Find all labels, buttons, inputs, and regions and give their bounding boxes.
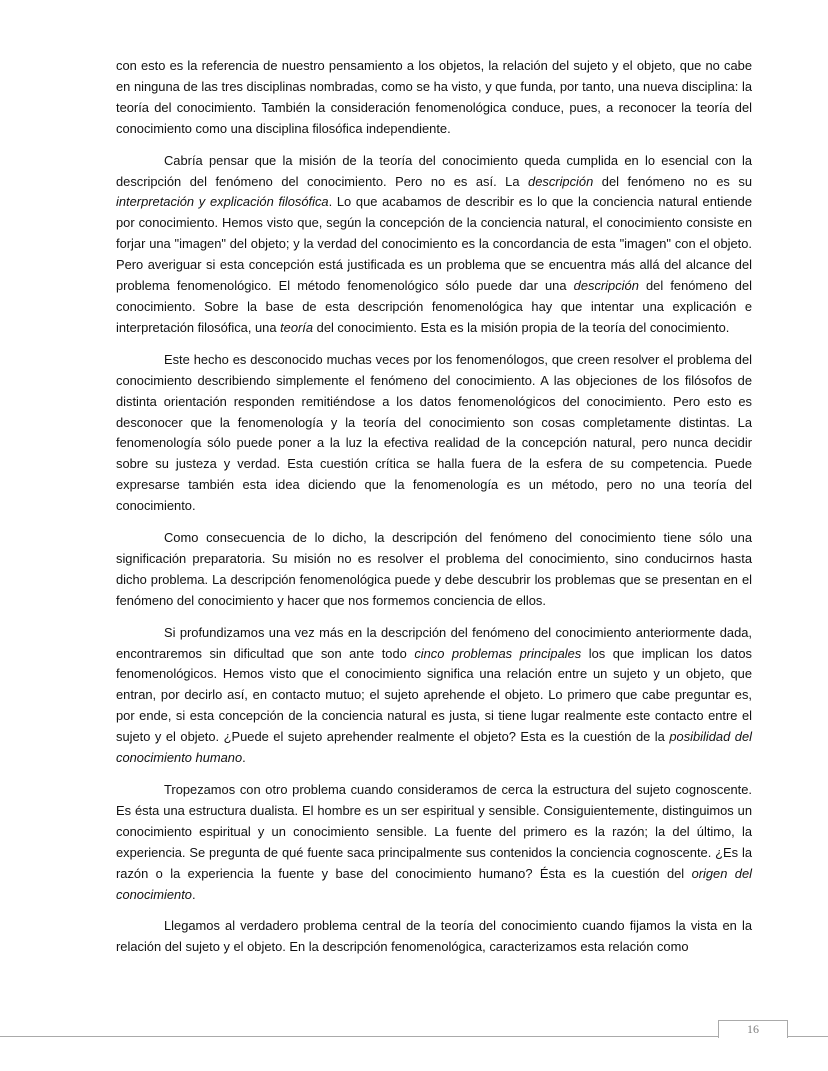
text-run: del fenómeno no es su xyxy=(593,173,752,189)
text-run: Este hecho es desconocido muchas veces por los fenomenólogos, que creen resolver el problema del conocimiento describiendo simplemente el fenómeno del conocimiento. A las objeciones de los filósofos de distinta orientación responden remitiéndose a los datos fenomenológicos del conocimiento. Pero esto es desconocer que la fenomenología y la teoría del conocimiento son cosas completamente distintas. La fenomenología sólo puede poner a la luz la efectiva realidad de la concepción natural, pero nunca decidir sobre su justeza y verdad. Esta cuestión crítica se halla fuera de la esfera de su competencia. Puede expresarse también esta idea diciendo que la fenomenología es un método, pero no una teoría del conocimiento. xyxy=(116,351,752,514)
page-number: 16 xyxy=(747,1022,759,1036)
italic-text: interpretación y explicación filosófica xyxy=(116,194,329,210)
text-run: Tropezamos con otro problema cuando consideramos de cerca la estructura del sujeto cognoscente. Es ésta una estructura dualista. El hombre es un ser espiritual y sensible. Consiguientemente, distinguimos un conocimiento espiritual y un conocimiento sensible. La fuente del primero es la razón; la del último, la experiencia. Se pregunta de qué fuente saca principalmente sus contenidos la conciencia cognoscente. ¿Es la razón o la experiencia la fuente y base del conocimiento humano? Ésta es la cuestión del xyxy=(116,782,752,881)
text-run: . Lo que acabamos de describir es lo que la conciencia natural entiende por conocimiento. Hemos visto que, según la concepción de la conciencia natural, el conocimiento consiste en forjar una "imagen" del objeto; y la verdad del conocimiento es la concordancia de esta "imagen" con el objeto. Pero averiguar si esta concepción está justificada es un problema que se encuentra más allá del alcance del problema fenomenológico. El método fenomenológico sólo puede dar una xyxy=(116,194,752,294)
text-run: con esto es la referencia de nuestro pensamiento a los objetos, la relación del sujeto y el objeto, que no cabe en ninguna de las tres disciplinas nombradas, como se ha visto, y que funda, por tanto, una nueva disciplina: la teoría del conocimiento. También la consideración fenomenológica conduce, pues, a reconocer la teoría del conocimiento como una disciplina filosófica independiente. xyxy=(116,58,752,136)
italic-text: descripción xyxy=(573,278,639,294)
italic-text: descripción xyxy=(528,173,594,189)
paragraph xyxy=(116,916,752,958)
text-run: . xyxy=(191,886,196,902)
paragraph xyxy=(116,350,752,517)
body-text xyxy=(116,56,752,969)
footer-rule xyxy=(0,1036,828,1037)
paragraph xyxy=(116,151,752,339)
text-run: Cabría pensar que la misión de la teoría del conocimiento queda cumplida en lo esencial con la descripción del fenómeno del conocimiento. Pero no es así. La xyxy=(116,152,752,189)
italic-text: teoría xyxy=(280,319,314,335)
text-run: Si profundizamos una vez más en la descripción del fenómeno del conocimiento anteriormente dada, encontraremos sin dificultad que son ante todo xyxy=(116,624,752,661)
page-number-box xyxy=(718,1020,788,1038)
paragraph xyxy=(116,780,752,905)
italic-text: origen del conocimiento xyxy=(116,865,752,902)
italic-text: cinco problemas principales xyxy=(414,645,582,661)
italic-text: posibilidad del conocimiento humano xyxy=(116,729,752,766)
text-run: Como consecuencia de lo dicho, la descripción del fenómeno del conocimiento tiene sólo una significación preparatoria. Su misión no es resolver el problema del conocimiento, sino conducirnos hasta dicho problema. La descripción fenomenológica puede y debe descubrir los problemas que se presentan en el fenómeno del conocimiento y hacer que nos formemos conciencia de ellos. xyxy=(116,530,752,608)
text-run: los que implican los datos fenomenológicos. Hemos visto que el conocimiento significa una relación entre un sujeto y un objeto, que entran, por decirlo así, en contacto mutuo; el sujeto aprehende el objeto. Lo primero que cabe preguntar es, por ende, si esta concepción de la conciencia natural es justa, si tiene lugar realmente este contacto entre el sujeto y el objeto. ¿Puede el sujeto aprehender realmente el objeto? Esta es la cuestión de la xyxy=(116,645,752,745)
text-run: del fenómeno del conocimiento. Sobre la base de esta descripción fenomenológica hay que intentar una explicación e interpretación filosófica, una xyxy=(116,278,752,335)
text-run: Llegamos al verdadero problema central de la teoría del conocimiento cuando fijamos la vista en la relación del sujeto y el objeto. En la descripción fenomenológica, caracterizamos esta relación como xyxy=(116,918,752,955)
paragraph xyxy=(116,623,752,769)
paragraph xyxy=(116,528,752,612)
text-run: . xyxy=(242,750,246,766)
text-run: del conocimiento. Esta es la misión propia de la teoría del conocimiento. xyxy=(313,319,730,335)
paragraph xyxy=(116,56,752,140)
